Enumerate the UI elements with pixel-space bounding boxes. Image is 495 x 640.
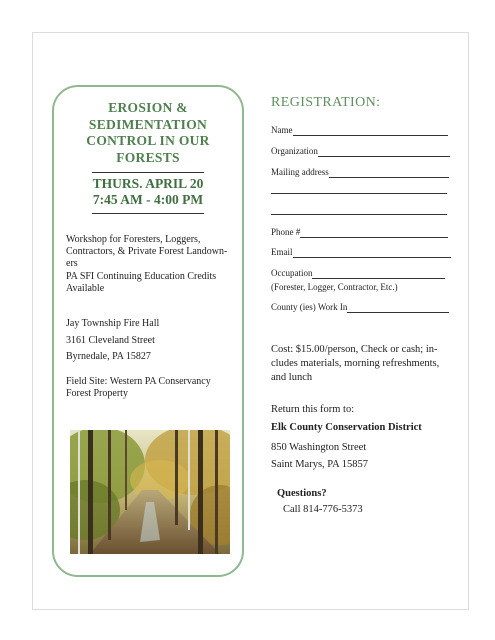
organization-field[interactable] xyxy=(271,146,450,157)
name-field[interactable] xyxy=(271,125,448,136)
divider-line xyxy=(92,172,204,173)
phone-label: Phone # xyxy=(271,227,301,237)
text-line: ers xyxy=(66,258,78,269)
occupation-field[interactable] xyxy=(271,268,445,279)
mailing-address-input-line[interactable] xyxy=(329,168,449,178)
venue-city: Byrnedale, PA 15827 xyxy=(66,351,151,362)
phone-input-line[interactable] xyxy=(300,228,448,238)
district-street: 850 Washington Street xyxy=(271,442,367,453)
title-line: CONTROL IN OUR xyxy=(86,133,210,148)
county-field[interactable] xyxy=(271,302,449,313)
mailing-address-line-3[interactable] xyxy=(271,214,447,215)
cost-info xyxy=(271,343,439,385)
conservation-district-name: Elk County Conservation District xyxy=(271,422,422,433)
venue-address xyxy=(66,316,159,366)
name-input-line[interactable] xyxy=(293,126,448,136)
mailing-address-field[interactable] xyxy=(271,167,449,178)
phone-field[interactable] xyxy=(271,227,448,238)
questions-label: Questions? xyxy=(277,488,327,499)
email-input-line[interactable] xyxy=(293,248,451,258)
text-line: and lunch xyxy=(271,372,313,383)
text-line: Field Site: Western PA Conservancy xyxy=(66,376,211,387)
occupation-hint-text: (Forester, Logger, Contractor, Etc.) xyxy=(271,282,398,292)
title-line: EROSION & xyxy=(108,100,188,115)
event-title xyxy=(56,100,240,166)
organization-label: Organization xyxy=(271,146,318,156)
email-field[interactable] xyxy=(271,247,451,258)
district-city: Saint Marys, PA 15857 xyxy=(271,459,369,470)
text-line: PA SFI Continuing Education Credits xyxy=(66,271,217,282)
organization-input-line[interactable] xyxy=(318,147,450,157)
workshop-description xyxy=(66,234,227,270)
occupation-hint xyxy=(271,282,398,293)
return-label: Return this form to: xyxy=(271,404,355,415)
text-line: Workshop for Foresters, Loggers, xyxy=(66,234,201,245)
contact-phone: Call 814-776-5373 xyxy=(283,504,363,515)
venue-street: 3161 Cleveland Street xyxy=(66,334,155,346)
divider-line xyxy=(92,213,204,214)
name-label: Name xyxy=(271,125,293,135)
registration-heading: REGISTRATION: xyxy=(271,95,381,110)
occupation-label: Occupation xyxy=(271,268,313,278)
forest-trail-photo xyxy=(70,430,230,554)
title-line: FORESTS xyxy=(116,149,180,165)
text-line: Available xyxy=(66,283,105,294)
title-line: SEDIMENTATION xyxy=(88,116,208,132)
event-time: 7:45 AM - 4:00 PM xyxy=(92,192,204,207)
text-line: Contractors, & Private Forest Landown- xyxy=(66,246,228,257)
county-input-line[interactable] xyxy=(347,303,449,313)
occupation-input-line[interactable] xyxy=(312,269,445,279)
mailing-address-line-2[interactable] xyxy=(271,193,447,194)
text-line: Forest Property xyxy=(66,388,128,399)
text-line: Cost: $15.00/person, Check or cash; in- xyxy=(271,344,438,355)
field-site xyxy=(66,376,211,400)
email-label: Email xyxy=(271,247,293,257)
event-date: THURS. APRIL 20 xyxy=(92,176,204,191)
text-line: cludes materials, morning refreshments, xyxy=(271,358,440,369)
event-datetime xyxy=(56,176,240,208)
venue-name: Jay Township Fire Hall xyxy=(66,318,160,329)
mailing-address-label: Mailing address xyxy=(271,167,329,177)
district-address xyxy=(271,439,368,473)
credits-info xyxy=(66,271,216,295)
county-label: County (ies) Work In xyxy=(271,302,348,312)
